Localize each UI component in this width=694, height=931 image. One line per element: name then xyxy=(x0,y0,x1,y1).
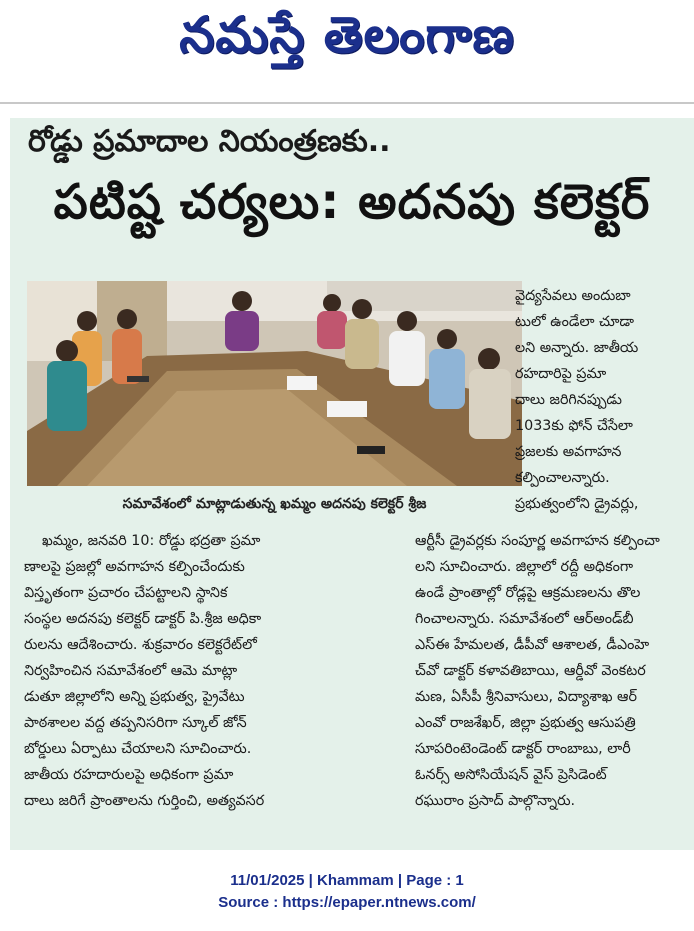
article-kicker: రోడ్డు ప్రమాదాల నియంత్రణకు.. xyxy=(28,124,391,159)
text-line: డుతూ జిల్లాలోని అన్ని ప్రభుత్వ, ప్రైవేటు xyxy=(24,689,245,705)
text-line: రులను ఆదేశించారు. శుక్రవారం కలెక్టరేట్‌లో xyxy=(24,637,257,653)
text-line: పాఠశాలల వద్ద తప్పనిసరిగా స్కూల్ జోన్ xyxy=(24,715,247,731)
text-line: దాలు జరిగే ప్రాంతాలను గుర్తించి, అత్యవసర xyxy=(24,793,265,809)
text-line: ప్రజలకు అవగాహన xyxy=(515,444,622,460)
text-line: జాతీయ రహదారులపై అధికంగా ప్రమా xyxy=(24,767,234,783)
photo-caption: సమావేశంలో మాట్లాడుతున్న ఖమ్మం అదనపు కలెక్టర్ శ్రీజ xyxy=(27,490,522,518)
text-line: విస్తృతంగా ప్రచారం చేపట్టాలని స్థానిక xyxy=(24,585,228,601)
body-column-right-wide xyxy=(415,528,685,814)
meeting-photo-illustration xyxy=(27,281,522,486)
edition-info: 11/01/2025 | Khammam | Page : 1 xyxy=(230,872,464,889)
newspaper-logo: నమస్తే తెలంగాణ xyxy=(179,6,515,64)
text-line: 1033కు ఫోన్ చేసేలా xyxy=(515,418,633,434)
text-line: రహదారిపై ప్రమా xyxy=(515,366,607,382)
text-line: టులో ఉండేలా చూడా xyxy=(515,314,634,330)
text-line: సంస్థల అదనపు కలెక్టర్ డాక్టర్ పి.శ్రీజ అధికా xyxy=(24,611,262,627)
text-line: గించాలన్నారు. సమావేశంలో ఆర్అండ్‌బీ xyxy=(415,611,634,627)
header-divider xyxy=(0,102,694,104)
text-line: లని అన్నారు. జాతీయ xyxy=(515,340,639,356)
masthead xyxy=(0,0,694,100)
text-line: ఉండే ప్రాంతాల్లో రోడ్లపై ఆక్రమణలను తొల xyxy=(415,585,641,601)
text-line: బోర్డులు ఏర్పాటు చేయాలని సూచించారు. xyxy=(24,741,252,757)
text-line: కల్పించాలన్నారు. xyxy=(515,470,610,486)
text-line: ప్రభుత్వంలోని డ్రైవర్లు, xyxy=(515,496,639,512)
text-line: ఓనర్స్ అసోసియేషన్ వైస్ ప్రెసిడెంట్ xyxy=(415,767,607,783)
text-line: ఖమ్మం, జనవరి 10: రోడ్డు భద్రతా ప్రమా xyxy=(42,533,261,549)
text-line: ఎంవో రాజశేఖర్, జిల్లా ప్రభుత్వ ఆసుపత్రి xyxy=(415,715,636,731)
text-line: వైద్యసేవలు అందుబా xyxy=(515,288,631,304)
text-line: లని సూచించారు. జిల్లాలో రద్దీ అధికంగా xyxy=(415,559,633,575)
text-line: రఘురాం ప్రసాద్ పాల్గొన్నారు. xyxy=(415,793,576,809)
news-article xyxy=(10,118,694,850)
article-headline: పటిష్ట చర్యలు: అదనపు కలెక్టర్ xyxy=(53,174,651,230)
text-line: సూపరింటెండెంట్ డాక్టర్ రాంబాబు, లారీ xyxy=(415,741,631,757)
text-line: దాలు జరిగినప్పుడు xyxy=(515,392,622,408)
text-line: మణ, ఏసీపీ శ్రీనివాసులు, విద్యాశాఖ ఆర్ xyxy=(415,689,637,705)
text-line: ఎస్ఈ హేమలత, డీపీవో ఆశాలత, డీఎంహె xyxy=(415,637,650,653)
text-line: ణాలపై ప్రజల్లో అవగాహన కల్పించేందుకు xyxy=(24,559,245,575)
right-column-top xyxy=(515,283,683,517)
meeting-photo xyxy=(27,281,522,486)
text-line: నిర్వహించిన సమావేశంలో ఆమె మాట్లా xyxy=(24,663,238,679)
source-link[interactable]: Source : https://epaper.ntnews.com/ xyxy=(218,894,476,911)
text-line: చ్‌వో డాక్టర్ కళావతిబాయి, ఆర్డీవో వెంకటర xyxy=(415,663,646,679)
text-line: ఆర్టీసీ డ్రైవర్లకు సంపూర్ణ అవగాహన కల్పించా xyxy=(415,533,660,549)
